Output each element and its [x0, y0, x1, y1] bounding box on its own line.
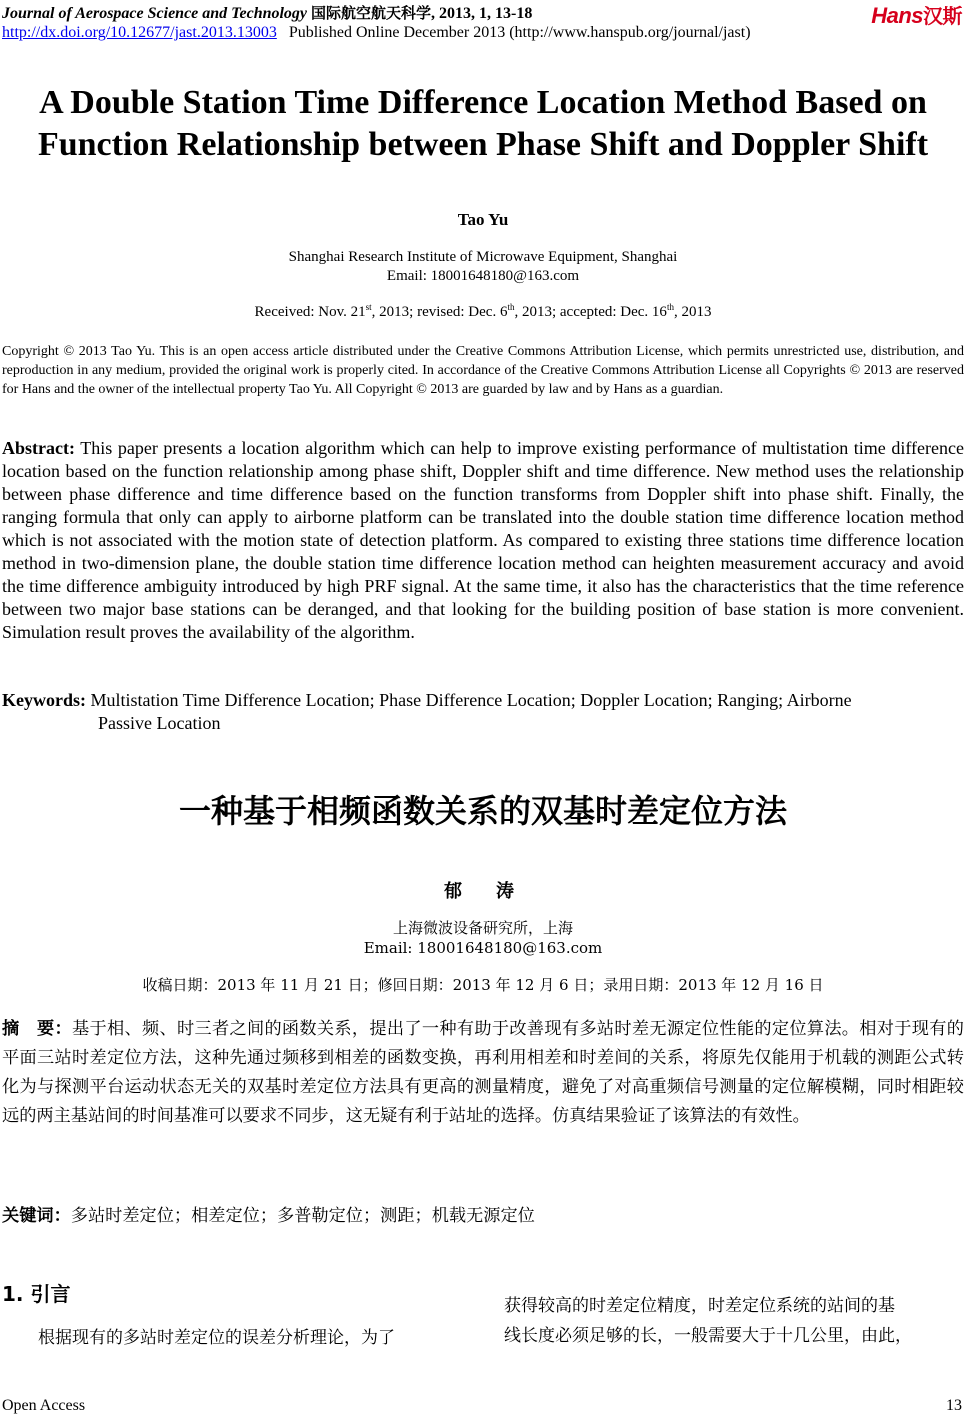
chinese-dates: 收稿日期：2013 年 11 月 21 日；修回日期：2013 年 12 月 6 日；录用日期：2013 年 12 月 16 日 [142, 976, 824, 994]
chinese-affiliation-block [0, 918, 966, 958]
chinese-affiliation: 上海微波设备研究所，上海 [392, 919, 573, 937]
english-affiliation-block [0, 248, 966, 286]
left-paragraph: 根据现有的多站时差定位的误差分析理论，为了 [38, 1328, 395, 1348]
chinese-abstract-text: 基于相、频、时三者之间的函数关系，提出了一种有助于改善现有多站时差无源定位性能的定位算法。相对于现有的平面三站时差定位方法，这种先通过频移到相差的函数变换，再利用相差和时差间的关系，将原先仅能用于机载的测距公式转化为与探测平台运动状态无关的双基时差定位方法具有更高的测量精度，避免了对高重频信号测量的定位解模糊，同时相距较远的两主基站间的时间基准可以要求不同步，这无疑有利于站址的选择。仿真结果验证了该算法的有效性。 [2, 1019, 964, 1126]
english-affiliation: Shanghai Research Institute of Microwave Equipment, Shanghai [288, 249, 678, 265]
accepted-sup: th [666, 302, 674, 312]
english-dates [0, 304, 966, 321]
right-column [504, 1291, 964, 1351]
copyright-notice: Copyright © 2013 Tao Yu. This is an open access article distributed under the Creative Commons Attribution License, which permits unrestricted use, distribution, and reproduction in any medium, provided the original work is properly cited. In accordance of the Creative Commons Attribution License all Copyrights © 2013 are reserved for Hans and the owner of the intellectual property Tao Yu. All Copyright © 2013 are guarded by law and by Hans as a guardian. [2, 344, 964, 397]
revised-date: , 2013; revised: Dec. 6 [371, 304, 508, 320]
english-title [0, 82, 966, 166]
english-keywords [2, 689, 964, 735]
abstract-text: This paper presents a location algorithm which can help to improve existing performance of multistation time difference location based on the function relationship among phase shift, Doppler shift and time difference. New method uses the relationship between phase difference and time difference based on the function transforms from Doppler shift into phase shift. Finally, the ranging formula that only can apply to airborne platform can be translated into the double station time difference location method which is not associated with the motion state of detection platform. As compared to existing three stations time difference location method in two-dimension plane, the double station time difference location method can heighten measurement accuracy and avoid the time difference ambiguity introduced by high PRF signal. At the same time, it also has the characteristics that the time reference between two major base stations can be deranged, and that looking for the building position of base station is more convenient. Simulation result proves the availability of the algorithm. [2, 438, 964, 642]
published-text: Published Online December 2013 (http://www.hanspub.org/journal/jast) [288, 24, 751, 41]
chinese-abstract-label: 摘 要： [2, 1019, 72, 1039]
right-line1: 获得较高的时差定位精度，时差定位系统的站间的基 [504, 1296, 895, 1316]
section-heading: 1. 引言 [2, 1282, 71, 1306]
logo-text-cn: 汉斯 [923, 4, 962, 28]
footer-open-access: Open Access [2, 1397, 86, 1414]
received-sup: st [365, 302, 372, 312]
journal-name-cn: 国际航空航天科学 [311, 4, 432, 22]
chinese-author: 郁 涛 [444, 881, 522, 902]
keywords-line2: Passive Location [98, 713, 221, 733]
doi-line [2, 24, 751, 42]
abstract-label: Abstract: [2, 438, 75, 458]
journal-line [2, 2, 532, 23]
revised-sup: th [507, 302, 515, 312]
page-number: 13 [946, 1397, 962, 1414]
journal-volume: , 2013, 1, 13-18 [431, 5, 533, 22]
keywords-line1: Multistation Time Difference Location; Phase Difference Location; Doppler Location; Ranging; Airborne [90, 690, 852, 710]
english-abstract [2, 437, 964, 644]
logo-text: Hans [871, 3, 923, 28]
chinese-abstract [2, 1015, 964, 1131]
chinese-keywords-label: 关键词： [2, 1206, 71, 1226]
chinese-email: Email: 18001648180@163.com [363, 939, 603, 957]
english-email: Email: 18001648180@163.com [386, 268, 580, 284]
english-title-line1: A Double Station Time Difference Location Method Based on [39, 84, 927, 121]
received-date: Received: Nov. 21 [254, 304, 366, 320]
accepted-date: , 2013; accepted: Dec. 16 [514, 304, 667, 320]
english-author: Tao Yu [457, 210, 509, 229]
left-column [2, 1323, 472, 1353]
dates-suffix: , 2013 [673, 304, 712, 320]
right-line2: 线长度必须足够的长，一般需要大于十几公里，由此， [504, 1326, 912, 1346]
chinese-keywords-text: 多站时差定位；相差定位；多普勒定位；测距；机载无源定位 [70, 1206, 535, 1226]
keywords-label: Keywords: [2, 690, 86, 710]
journal-name: Journal of Aerospace Science and Technology [2, 5, 308, 22]
doi-link[interactable]: http://dx.doi.org/10.12677/jast.2013.13003 [2, 24, 277, 41]
hans-logo [871, 0, 962, 29]
english-title-line2: Function Relationship between Phase Shift and Doppler Shift [37, 126, 929, 163]
chinese-keywords [2, 1201, 535, 1226]
chinese-title: 一种基于相频函数关系的双基时差定位方法 [178, 792, 787, 830]
